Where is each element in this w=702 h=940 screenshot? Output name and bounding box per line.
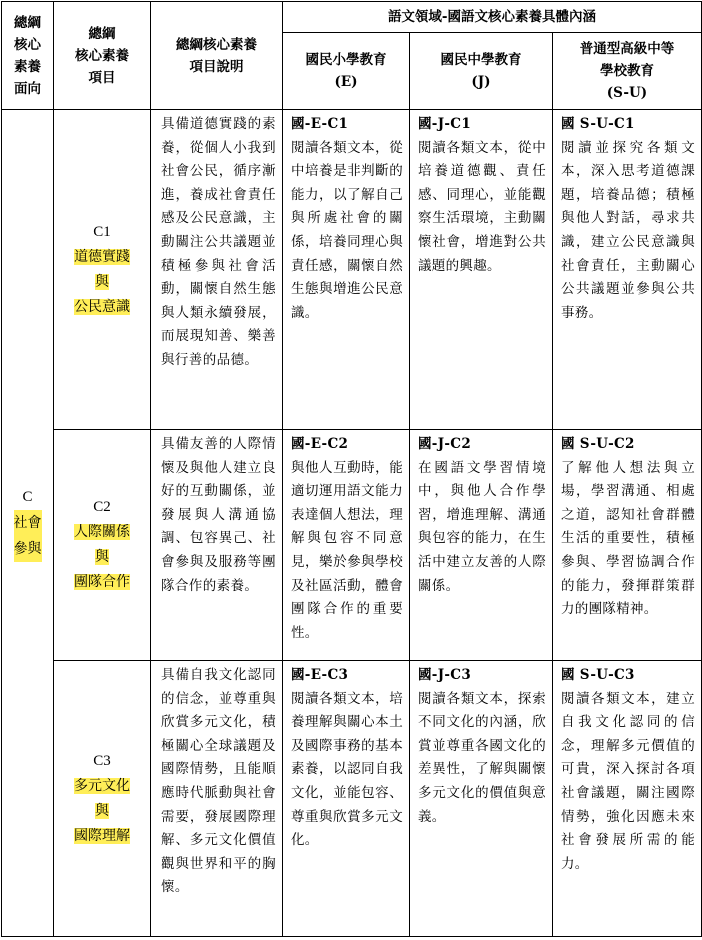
competency-text: 閱讀各類文本，探索不同文化的內涵，欣賞並尊重各國文化的差異性，了解與關懷多元文化的價值與意義。: [418, 690, 546, 825]
core-competency-table: [1, 1, 702, 937]
senior-cell: [553, 430, 702, 661]
header-item: 總綱 核心素養 項目: [54, 2, 151, 110]
table-row: [2, 430, 702, 661]
elementary-cell: [283, 661, 410, 937]
competency-code: 國-E-C2: [291, 436, 349, 452]
item-label-line: 公民意識: [74, 298, 130, 315]
table-row: [2, 661, 702, 937]
competency-text: 閱讀並探究各類文本，深入思考道德課題，培養品德；積極與他人對話，尋求共識，建立公民意識與社會責任，主動關心公共議題並參與公共事務。: [561, 139, 695, 321]
elementary-cell: [283, 110, 410, 430]
dimension-label: 社會 參與: [14, 510, 42, 562]
item-cell: [54, 430, 151, 661]
item-label-line: 與: [95, 549, 109, 565]
item-cell: [54, 661, 151, 937]
competency-text: 了解他人想法與立場，學習溝通、相處之道，認知社會群體生活的重要性，積極參與、學習協調合作的能力，發揮群策群力的團隊精神。: [561, 459, 695, 618]
item-label-line: 國際理解: [74, 827, 130, 844]
item-label-line: 與: [95, 802, 109, 819]
item-code: C2: [93, 499, 111, 515]
header-elementary: 國民小學教育 (E): [283, 33, 410, 110]
item-cell: [54, 110, 151, 430]
header-domain-group: 語文領域-國語文核心素養具體內涵: [283, 2, 702, 33]
item-label-line: 與: [95, 273, 109, 290]
competency-code: 國-E-C1: [291, 116, 349, 132]
competency-text: 在國語文學習情境中，與他人合作學習，增進理解、溝通與包容的能力，在生活中建立友善的人際關係。: [418, 459, 546, 594]
competency-text: 與他人互動時，能適切運用語文能力表達個人想法，理解與包容不同意見，樂於參與學校及社區活動，體會團隊合作的重要性。: [291, 459, 403, 641]
senior-cell: [553, 110, 702, 430]
table-row: [2, 110, 702, 430]
item-code: C1: [93, 223, 111, 240]
senior-cell: [553, 661, 702, 937]
item-code: C3: [93, 752, 111, 769]
item-description: 具備友善的人際情懷及與他人建立良好的互動關係，並發展與人溝通協調、包容異己、社會參與及服務等團隊合作的素養。: [151, 430, 283, 661]
header-dimension: 總綱 核心 素養 面向: [2, 2, 54, 110]
header-junior: 國民中學教育 (J): [410, 33, 553, 110]
competency-code: 國-J-C2: [418, 436, 472, 452]
header-description: 總綱核心素養 項目說明: [151, 2, 283, 110]
competency-code: 國-J-C1: [418, 116, 472, 132]
item-description: 具備自我文化認同的信念，並尊重與欣賞多元文化，積極關心全球議題及國際情勢，且能順應時代脈動與社會需要，發展國際理解、多元文化價值觀與世界和平的胸懷。: [151, 661, 283, 937]
competency-code: 國-J-C3: [418, 667, 472, 683]
dimension-cell: [2, 110, 54, 937]
competency-text: 閱讀各類文本，從中培養道德觀、責任感、同理心，並能觀察生活環境，主動關懷社會，增進對公共議題的興趣。: [418, 139, 546, 274]
elementary-cell: [283, 430, 410, 661]
competency-text: 閱讀各類文本，建立自我文化認同的信念，理解多元價值的可貴，深入探討各項社會議題，關注國際情勢，強化因應未來社會發展所需的能力。: [561, 690, 695, 872]
competency-text: 閱讀各類文本，培養理解與關心本土及國際事務的基本素養，以認同自我文化，並能包容、尊重與欣賞多元文化。: [291, 690, 403, 849]
competency-code: 國 S-U-C2: [561, 436, 635, 452]
junior-cell: [410, 430, 553, 661]
dimension-code: C: [22, 489, 33, 505]
competency-code: 國-E-C3: [291, 667, 349, 683]
junior-cell: [410, 110, 553, 430]
item-label-line: 多元文化: [74, 777, 130, 794]
item-label-line: 人際關係: [74, 524, 130, 540]
header-senior: 普通型高級中等 學校教育 (S-U): [553, 33, 702, 110]
item-label-line: 道德實踐: [74, 248, 130, 265]
competency-code: 國 S-U-C3: [561, 667, 635, 683]
competency-text: 閱讀各類文本，從中培養是非判斷的能力，以了解自己與所處社會的關係，培養同理心與責任感，關懷自然生態與增進公民意識。: [291, 139, 403, 321]
item-description: 具備道德實踐的素養，從個人小我到社會公民，循序漸進，養成社會責任感及公民意識，主動關注公共議題並積極參與社會活動，關懷自然生態與人類永續發展，而展現知善、樂善與行善的品德。: [151, 110, 283, 430]
item-label-line: 團隊合作: [74, 574, 130, 590]
competency-code: 國 S-U-C1: [561, 116, 635, 132]
junior-cell: [410, 661, 553, 937]
